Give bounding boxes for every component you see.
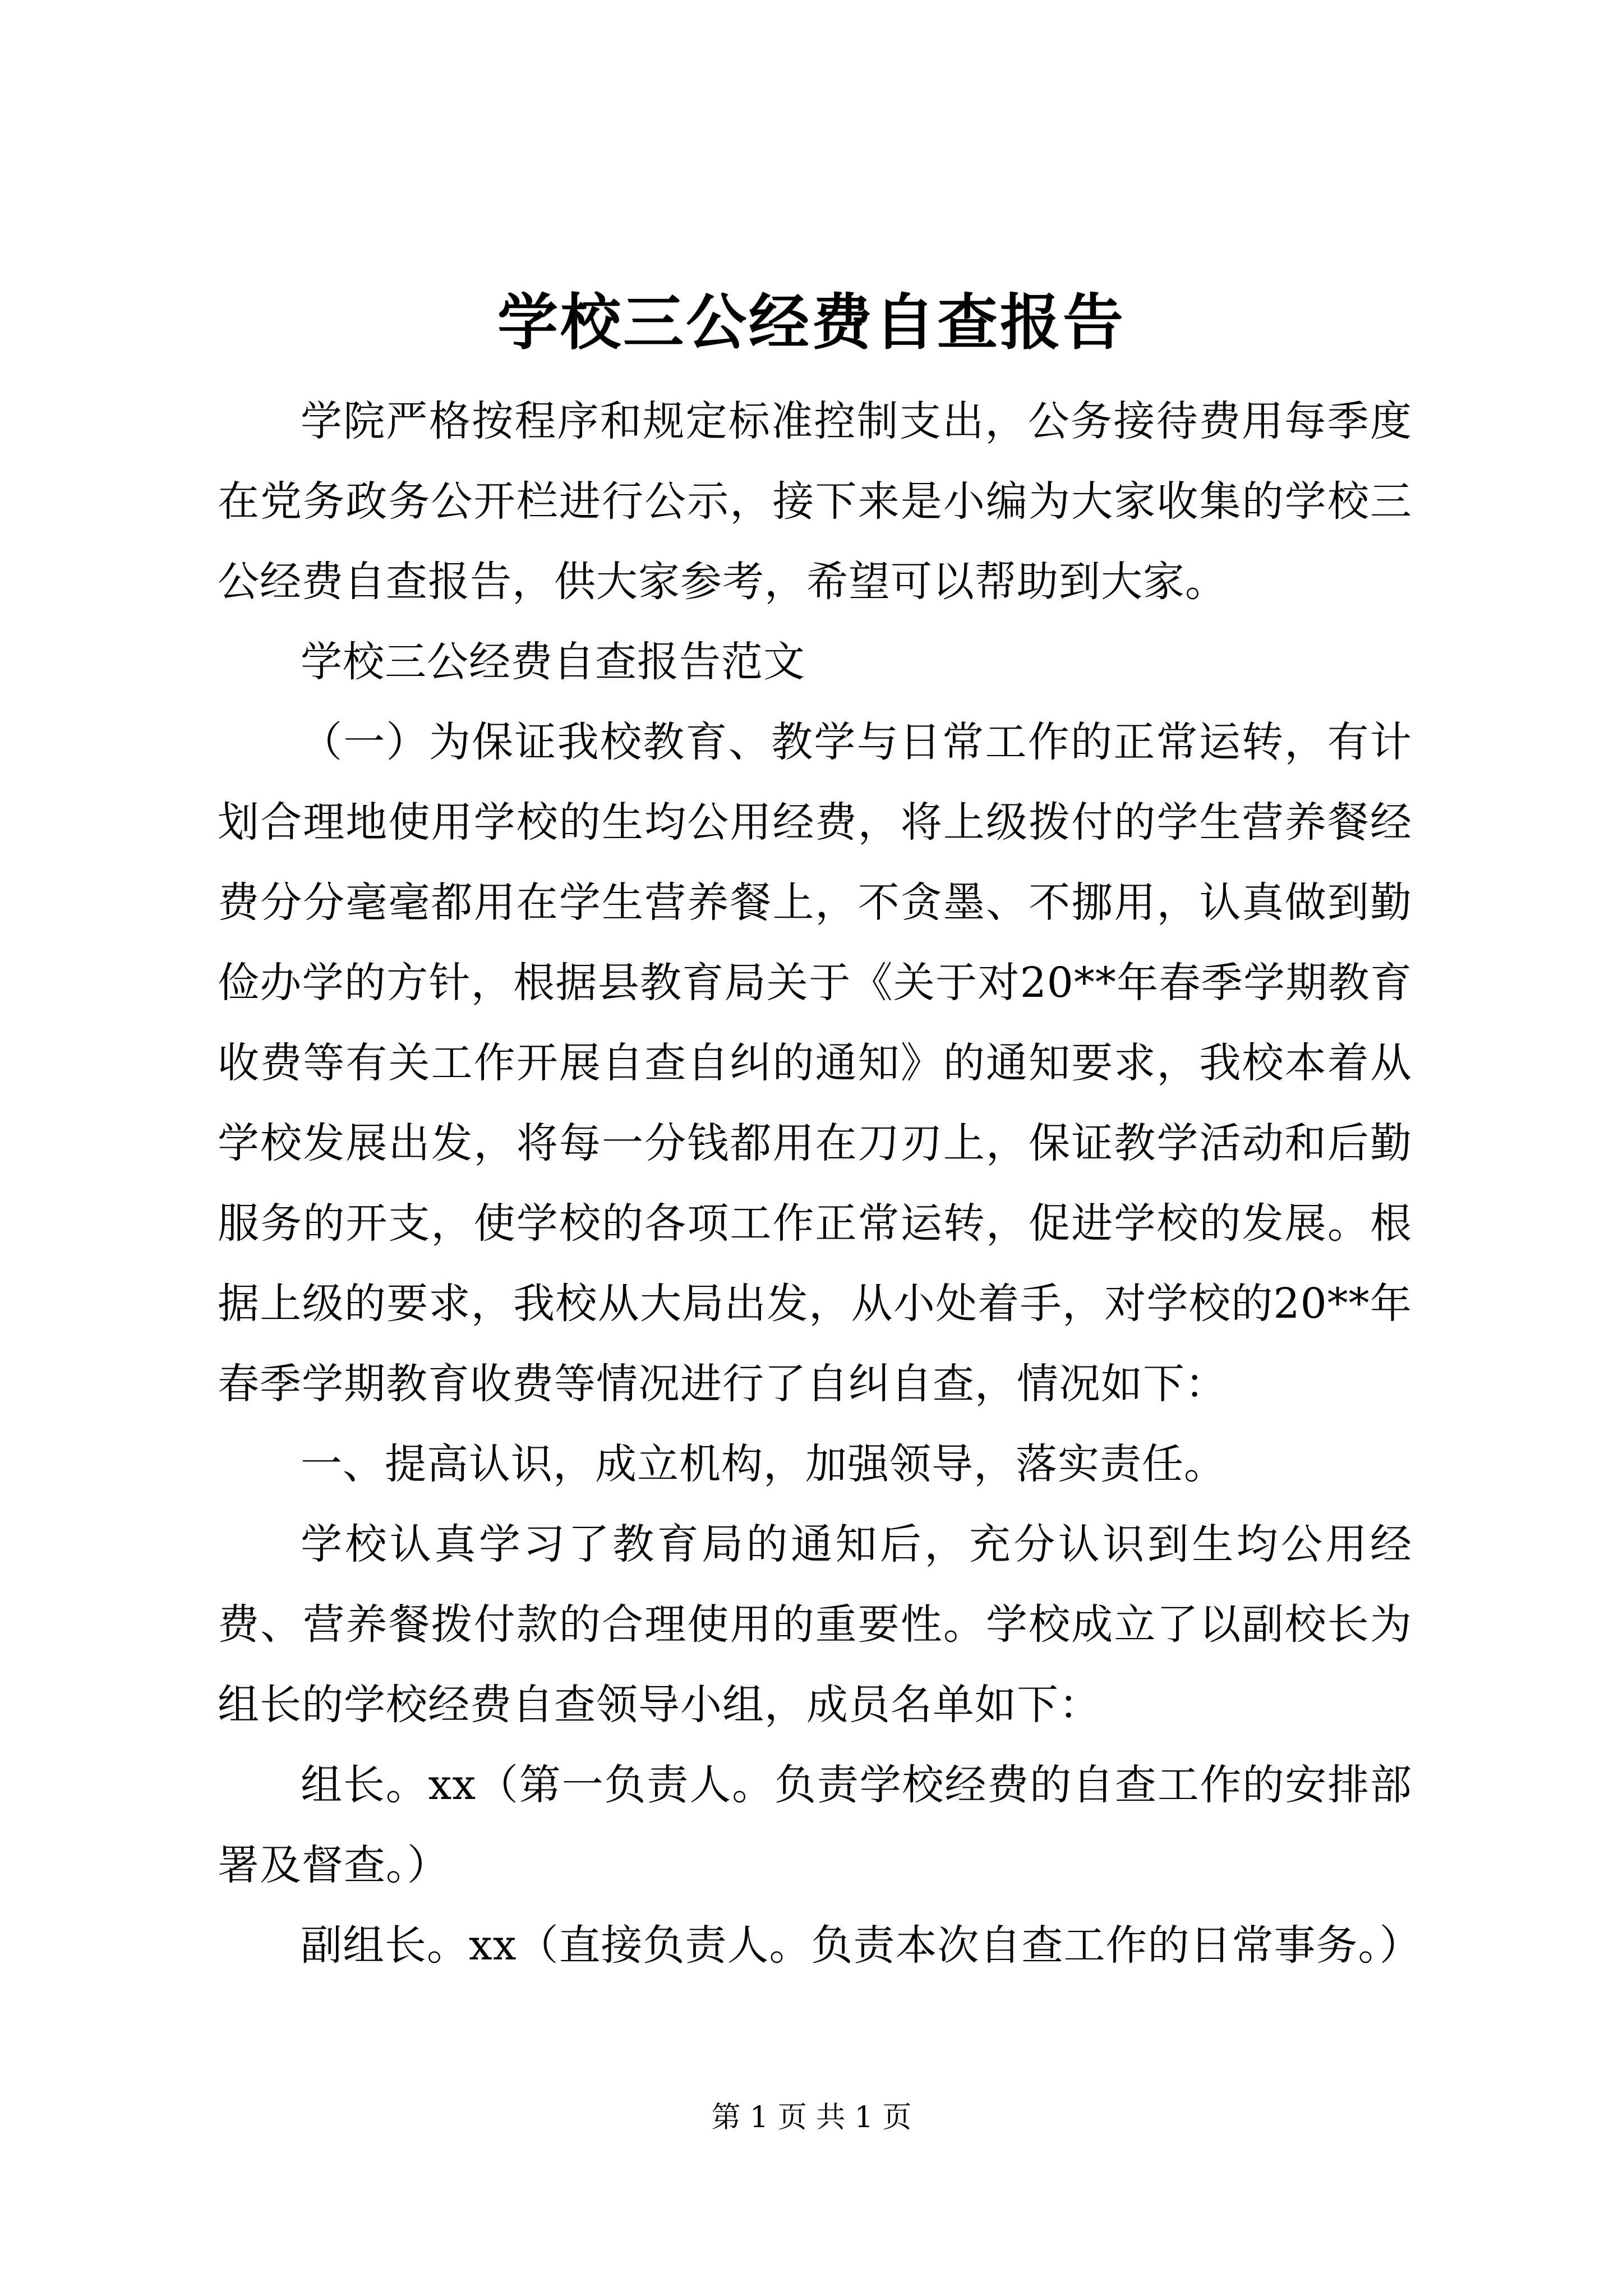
paragraph-subtitle: 学校三公经费自查报告范文	[301, 638, 805, 686]
paragraph-section-one: （一）为保证我校教育、教学与日常工作的正常运转，有计划合理地使用学校的生均公用经费，将上级拨付的学生营养餐经费分分毫毫都用在学生营养餐上，不贪墨、不挪用，认真做到勤俭办学的方针，根据县教育局关于《关于对20**年春季学期教育收费等有关工作开展自查自纠的通知》的通知要求，我校本着从学校发展出发，将每一分钱都用在刀刃上，保证教学活动和后勤服务的开支，使学校的各项工作正常运转，促进学校的发展。根据上级的要求，我校从大局出发，从小处着手，对学校的20**年春季学期教育收费等情况进行了自纠自查，情况如下：	[218, 718, 1412, 1408]
paragraph-deputy-leader: 副组长。xx（直接负责人。负责本次自查工作的日常事务。）	[301, 1921, 1422, 1970]
document-body	[218, 381, 1422, 1986]
paragraph-study: 学校认真学习了教育局的通知后，充分认识到生均公用经费、营养餐拨付款的合理使用的重要性。学校成立了以副校长为组长的学校经费自查领导小组，成员名单如下：	[218, 1520, 1412, 1729]
paragraph-intro: 学院严格按程序和规定标准控制支出，公务接待费用每季度在党务政务公开栏进行公示，接下来是小编为大家收集的学校三公经费自查报告，供大家参考，希望可以帮助到大家。	[218, 397, 1412, 606]
document-title: 学校三公经费自查报告	[497, 287, 1126, 358]
paragraph-leader: 组长。xx（第一负责人。负责学校经费的自查工作的安排部署及督查。）	[218, 1761, 1412, 1889]
paragraph-heading-one: 一、提高认识，成立机构，加强领导，落实责任。	[301, 1440, 1226, 1488]
page-footer: 第 1 页 共 1 页	[711, 2101, 912, 2134]
